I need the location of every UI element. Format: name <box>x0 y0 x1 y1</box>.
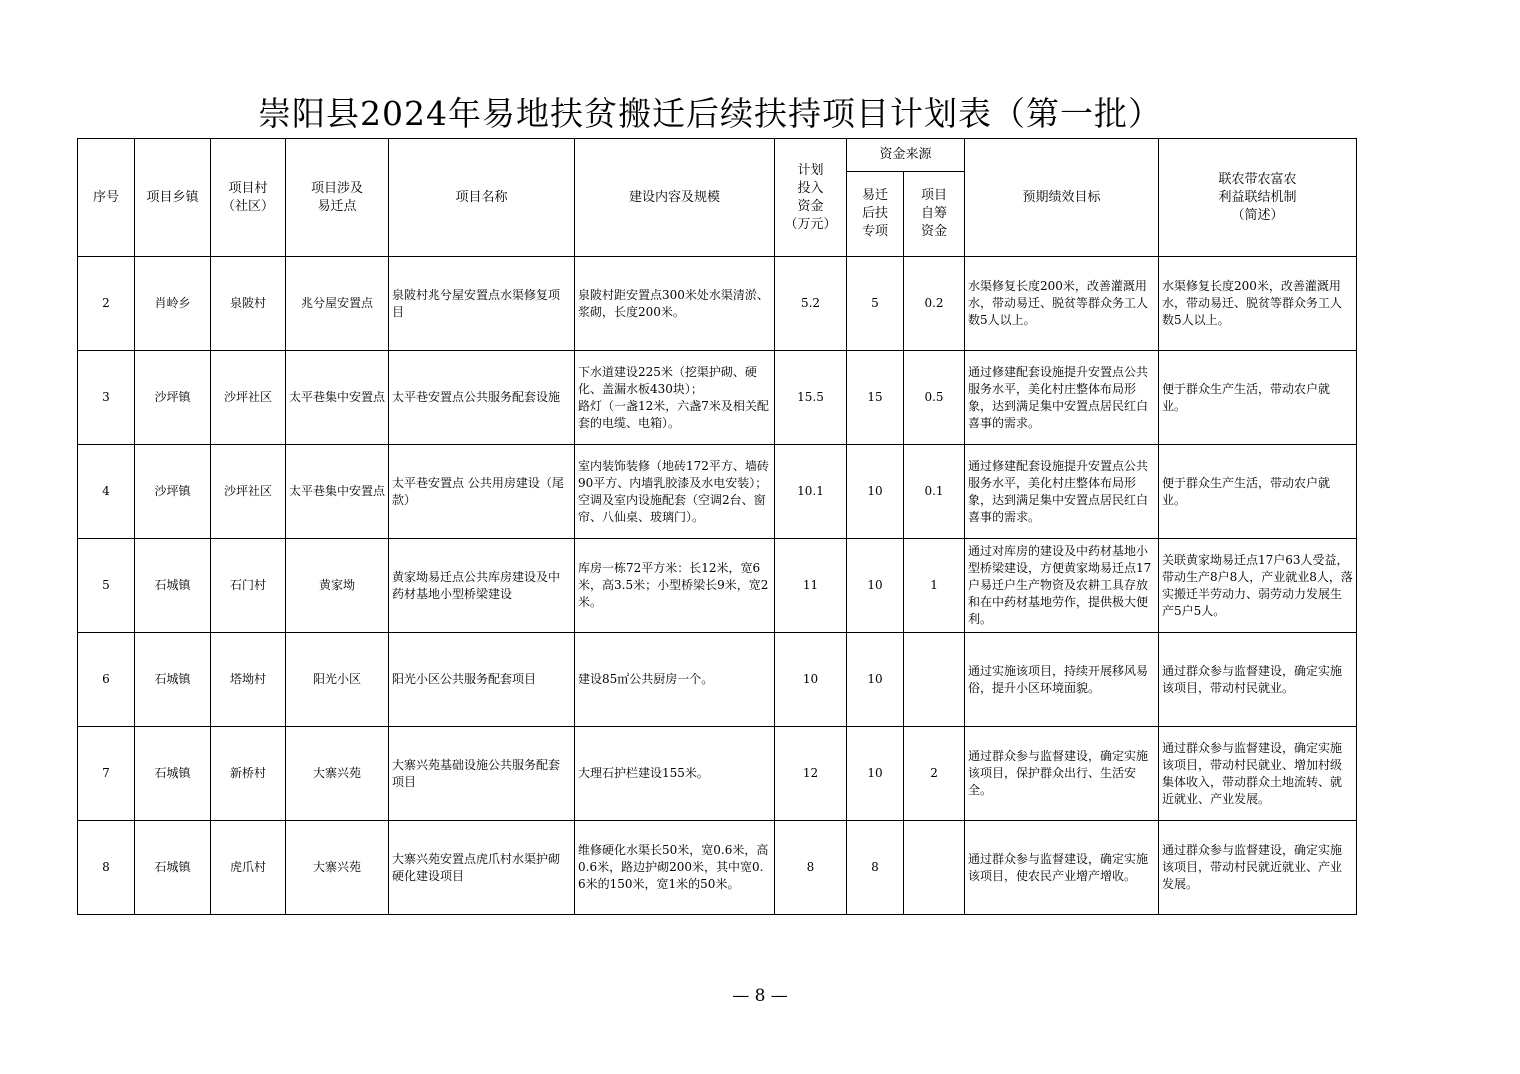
cell-name: 太平巷安置点 公共用房建设（尾款） <box>389 445 575 539</box>
cell-content: 泉陂村距安置点300米处水渠清淤、浆砌，长度200米。 <box>575 257 775 351</box>
cell-seq: 8 <box>78 821 135 915</box>
cell-name: 大寨兴苑安置点虎爪村水渠护砌硬化建设项目 <box>389 821 575 915</box>
cell-content: 库房一栋72平方米：长12米，宽6米，高3.5米；小型桥梁长9米，宽2米。 <box>575 539 775 633</box>
cell-content: 大理石护栏建设155米。 <box>575 727 775 821</box>
table-row <box>78 539 1357 633</box>
cell-site: 大寨兴苑 <box>286 727 389 821</box>
cell-special-fund: 10 <box>847 539 904 633</box>
cell-investment: 15.5 <box>775 351 847 445</box>
header-investment: 计划 投入 资金 （万元） <box>775 139 847 257</box>
cell-special-fund: 10 <box>847 445 904 539</box>
cell-village: 塔坳村 <box>211 633 286 727</box>
cell-content: 室内装饰装修（地砖172平方、墙砖90平方、内墙乳胶漆及水电安装）；空调及室内设施配套（空调2台、窗帘、八仙桌、玻璃门）。 <box>575 445 775 539</box>
cell-special-fund: 10 <box>847 633 904 727</box>
cell-mechanism: 通过群众参与监督建设，确定实施该项目，带动村民就业。 <box>1159 633 1357 727</box>
header-name: 项目名称 <box>389 139 575 257</box>
table-row <box>78 445 1357 539</box>
cell-site: 黄家坳 <box>286 539 389 633</box>
cell-mechanism: 关联黄家坳易迁点17户63人受益，带动生产8户8人，产业就业8人，落实搬迁半劳动力、弱劳动力发展生产5户5人。 <box>1159 539 1357 633</box>
header-self-fund: 项目 自筹 资金 <box>904 172 965 257</box>
cell-name: 阳光小区公共服务配套项目 <box>389 633 575 727</box>
cell-seq: 2 <box>78 257 135 351</box>
header-special-fund: 易迁 后扶 专项 <box>847 172 904 257</box>
header-content: 建设内容及规模 <box>575 139 775 257</box>
cell-seq: 5 <box>78 539 135 633</box>
cell-self-fund <box>904 633 965 727</box>
cell-village: 泉陂村 <box>211 257 286 351</box>
cell-township: 石城镇 <box>135 821 211 915</box>
cell-site: 太平巷集中安置点 <box>286 445 389 539</box>
cell-goal: 通过修建配套设施提升安置点公共服务水平，美化村庄整体布局形象，达到满足集中安置点居民红白喜事的需求。 <box>965 351 1159 445</box>
cell-seq: 7 <box>78 727 135 821</box>
cell-self-fund: 0.2 <box>904 257 965 351</box>
cell-investment: 10.1 <box>775 445 847 539</box>
cell-village: 虎爪村 <box>211 821 286 915</box>
cell-mechanism: 便于群众生产生活，带动农户就业。 <box>1159 445 1357 539</box>
cell-township: 石城镇 <box>135 727 211 821</box>
cell-mechanism: 通过群众参与监督建设，确定实施该项目，带动村民就近就业、产业发展。 <box>1159 821 1357 915</box>
cell-village: 石门村 <box>211 539 286 633</box>
cell-self-fund: 1 <box>904 539 965 633</box>
cell-township: 沙坪镇 <box>135 445 211 539</box>
cell-township: 沙坪镇 <box>135 351 211 445</box>
header-village: 项目村 （社区） <box>211 139 286 257</box>
cell-name: 黄家坳易迁点公共库房建设及中药材基地小型桥梁建设 <box>389 539 575 633</box>
cell-mechanism: 便于群众生产生活，带动农户就业。 <box>1159 351 1357 445</box>
cell-self-fund: 0.5 <box>904 351 965 445</box>
cell-special-fund: 15 <box>847 351 904 445</box>
cell-goal: 通过群众参与监督建设，确定实施该项目，保护群众出行、生活安全。 <box>965 727 1159 821</box>
header-seq: 序号 <box>78 139 135 257</box>
cell-goal: 通过群众参与监督建设，确定实施该项目，使农民产业增产增收。 <box>965 821 1159 915</box>
cell-investment: 11 <box>775 539 847 633</box>
cell-site: 太平巷集中安置点 <box>286 351 389 445</box>
cell-township: 肖岭乡 <box>135 257 211 351</box>
header-mechanism: 联农带农富农 利益联结机制 （简述） <box>1159 139 1357 257</box>
cell-village: 新桥村 <box>211 727 286 821</box>
cell-content: 维修硬化水渠长50米，宽0.6米，高0.6米，路边护砌200米，其中宽0.6米的150米，宽1米的50米。 <box>575 821 775 915</box>
cell-goal: 通过对库房的建设及中药材基地小型桥梁建设，方便黄家坳易迁点17户易迁户生产物资及农耕工具存放和在中药材基地劳作，提供极大便利。 <box>965 539 1159 633</box>
cell-name: 大寨兴苑基础设施公共服务配套项目 <box>389 727 575 821</box>
cell-site: 大寨兴苑 <box>286 821 389 915</box>
cell-investment: 10 <box>775 633 847 727</box>
header-funding-source: 资金来源 <box>847 139 965 172</box>
cell-goal: 通过实施该项目，持续开展移风易俗，提升小区环境面貌。 <box>965 633 1159 727</box>
cell-village: 沙坪社区 <box>211 445 286 539</box>
table-row <box>78 633 1357 727</box>
header-goal: 预期绩效目标 <box>965 139 1159 257</box>
cell-seq: 4 <box>78 445 135 539</box>
cell-township: 石城镇 <box>135 539 211 633</box>
cell-special-fund: 8 <box>847 821 904 915</box>
cell-mechanism: 水渠修复长度200米，改善灌溉用水，带动易迁、脱贫等群众务工人数5人以上。 <box>1159 257 1357 351</box>
cell-name: 太平巷安置点公共服务配套设施 <box>389 351 575 445</box>
cell-village: 沙坪社区 <box>211 351 286 445</box>
cell-township: 石城镇 <box>135 633 211 727</box>
cell-goal: 通过修建配套设施提升安置点公共服务水平，美化村庄整体布局形象，达到满足集中安置点居民红白喜事的需求。 <box>965 445 1159 539</box>
cell-investment: 12 <box>775 727 847 821</box>
table-row <box>78 727 1357 821</box>
header-township: 项目乡镇 <box>135 139 211 257</box>
table-row <box>78 257 1357 351</box>
table-row <box>78 351 1357 445</box>
cell-mechanism: 通过群众参与监督建设，确定实施该项目，带动村民就业、增加村级集体收入，带动群众土地流转、就近就业、产业发展。 <box>1159 727 1357 821</box>
cell-goal: 水渠修复长度200米，改善灌溉用水，带动易迁、脱贫等群众务工人数5人以上。 <box>965 257 1159 351</box>
cell-seq: 3 <box>78 351 135 445</box>
cell-name: 泉陂村兆兮屋安置点水渠修复项目 <box>389 257 575 351</box>
page-title: 崇阳县2024年易地扶贫搬迁后续扶持项目计划表（第一批） <box>258 94 1162 133</box>
project-plan-table <box>77 138 1357 915</box>
table-row <box>78 821 1357 915</box>
cell-content: 建设85㎡公共厨房一个。 <box>575 633 775 727</box>
cell-special-fund: 5 <box>847 257 904 351</box>
cell-investment: 8 <box>775 821 847 915</box>
cell-special-fund: 10 <box>847 727 904 821</box>
cell-investment: 5.2 <box>775 257 847 351</box>
cell-content: 下水道建设225米（挖渠护砌、硬化、盖漏水板430块）； 路灯（一盏12米，六盏7米及相关配套的电缆、电箱）。 <box>575 351 775 445</box>
cell-self-fund <box>904 821 965 915</box>
cell-self-fund: 2 <box>904 727 965 821</box>
cell-site: 阳光小区 <box>286 633 389 727</box>
page-number: — 8 — <box>732 986 788 1006</box>
cell-self-fund: 0.1 <box>904 445 965 539</box>
cell-site: 兆兮屋安置点 <box>286 257 389 351</box>
header-site: 项目涉及 易迁点 <box>286 139 389 257</box>
cell-seq: 6 <box>78 633 135 727</box>
